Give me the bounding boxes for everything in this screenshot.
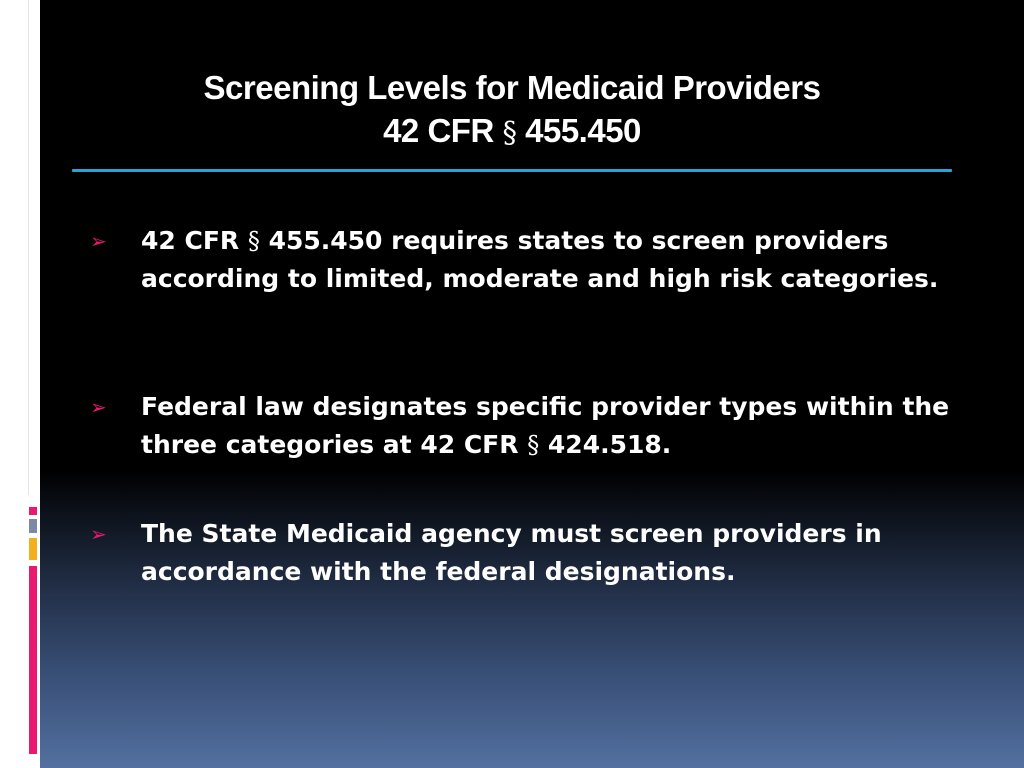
bullet-2-text-2: within the three categories at 42 CFR: [141, 392, 950, 459]
arrow-bullet-icon: ➢: [90, 229, 107, 253]
bullet-2-emphasis: specific provider types: [475, 392, 798, 421]
arrow-bullet-icon: ➢: [90, 395, 107, 419]
title-line-2-post: 455.450: [516, 112, 641, 149]
title-section-sign: §: [502, 115, 517, 149]
title-line-1: Screening Levels for Medicaid Providers: [203, 69, 821, 106]
decor-bar-pink-small: [29, 507, 37, 515]
bullet-1-section-sign: §: [247, 227, 260, 255]
decor-bar-pink-long: [29, 566, 37, 754]
title-underline: [72, 169, 952, 172]
arrow-bullet-icon: ➢: [90, 522, 107, 546]
bullet-1-text-1: 42 CFR: [141, 226, 248, 255]
bullet-1-text-4: risk categories.: [710, 264, 939, 293]
bullet-1-text-3: and: [578, 264, 649, 293]
title-line-2: [72, 109, 952, 154]
decor-bar-white: [28, 0, 36, 495]
bullet-1-emphasis-1: limited, moderate: [325, 264, 579, 293]
decor-bar-gray: [29, 519, 37, 533]
slide-title: [72, 66, 952, 154]
bullet-2-text-1: Federal law designates: [141, 392, 476, 421]
bullet-2-section-sign: §: [527, 431, 540, 459]
bullet-text-3: The State Medicaid agency must screen providers in accordance with the federal designations.: [141, 519, 882, 586]
bullet-2-text-3: 424.518.: [539, 430, 672, 459]
bullet-text-2: [141, 388, 971, 464]
bullet-1-emphasis-2: high: [648, 264, 711, 293]
bullet-text-1: [141, 222, 971, 298]
decor-bar-yellow: [29, 538, 37, 560]
title-line-2-pre: 42 CFR: [383, 112, 503, 149]
bullet-1-text-2: 455.450 requires states to screen providers according to: [141, 226, 889, 293]
